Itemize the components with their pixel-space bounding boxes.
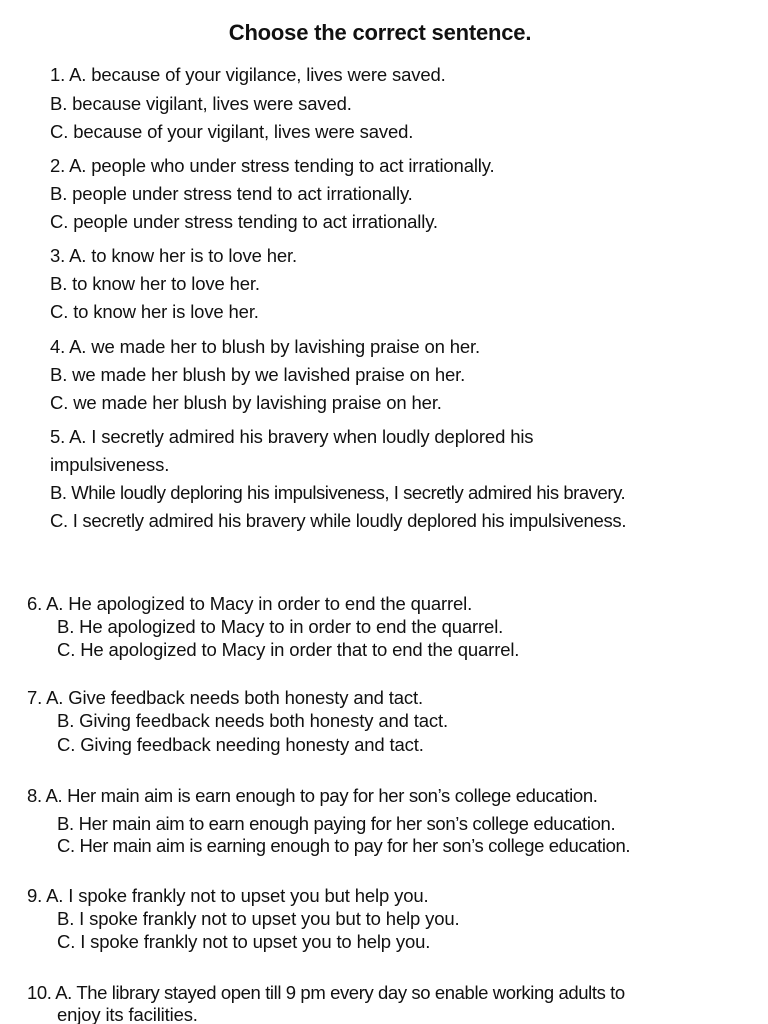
q9-option-b: B. I spoke frankly not to upset you but to help you. (57, 908, 460, 929)
q4-option-c: C. we made her blush by lavishing praise on her. (50, 392, 442, 413)
page-title: Choose the correct sentence. (228, 20, 532, 45)
q7-option-a: 7. A. Give feedback needs both honesty and tact. (27, 687, 423, 708)
q5-option-c: C. I secretly admired his bravery while loudly deplored his impulsiveness. (50, 510, 627, 531)
q2-option-a: 2. A. people who under stress tending to act irrationally. (50, 155, 495, 176)
q1-option-b: B. because vigilant, lives were saved. (50, 93, 352, 114)
q8-option-b: B. Her main aim to earn enough paying for her son’s college education. (57, 813, 616, 834)
q6-option-c: C. He apologized to Macy in order that to end the quarrel. (57, 639, 520, 660)
q5-option-a: 5. A. I secretly admired his bravery when loudly deplored his (50, 426, 534, 447)
q3-option-a: 3. A. to know her is to love her. (50, 245, 297, 266)
q8-option-c: C. Her main aim is earning enough to pay for her son’s college education. (57, 835, 631, 856)
q6-option-b: B. He apologized to Macy to in order to end the quarrel. (57, 616, 504, 637)
q5-option-b: B. While loudly deploring his impulsiveness, I secretly admired his bravery. (50, 482, 626, 503)
q8-option-a: 8. A. Her main aim is earn enough to pay for her son’s college education. (27, 785, 598, 806)
q10-option-a-cont: enjoy its facilities. (57, 1004, 198, 1024)
q7-option-c: C. Giving feedback needing honesty and tact. (57, 734, 424, 755)
q3-option-b: B. to know her to love her. (50, 273, 260, 294)
q2-option-c: C. people under stress tending to act irrationally. (50, 211, 438, 232)
q1-option-c: C. because of your vigilant, lives were saved. (50, 121, 414, 142)
q4-option-a: 4. A. we made her to blush by lavishing praise on her. (50, 336, 480, 357)
q5-option-a-cont: impulsiveness. (50, 454, 170, 475)
q10-option-a: 10. A. The library stayed open till 9 pm every day so enable working adults to (27, 982, 625, 1003)
q9-option-c: C. I spoke frankly not to upset you to help you. (57, 931, 431, 952)
q4-option-b: B. we made her blush by we lavished praise on her. (50, 364, 466, 385)
q1-option-a: 1. A. because of your vigilance, lives were saved. (50, 64, 446, 85)
q9-option-a: 9. A. I spoke frankly not to upset you but help you. (27, 885, 429, 906)
q2-option-b: B. people under stress tend to act irrationally. (50, 183, 413, 204)
q7-option-b: B. Giving feedback needs both honesty and tact. (57, 710, 448, 731)
q6-option-a: 6. A. He apologized to Macy in order to end the quarrel. (27, 593, 473, 614)
q3-option-c: C. to know her is love her. (50, 301, 259, 322)
